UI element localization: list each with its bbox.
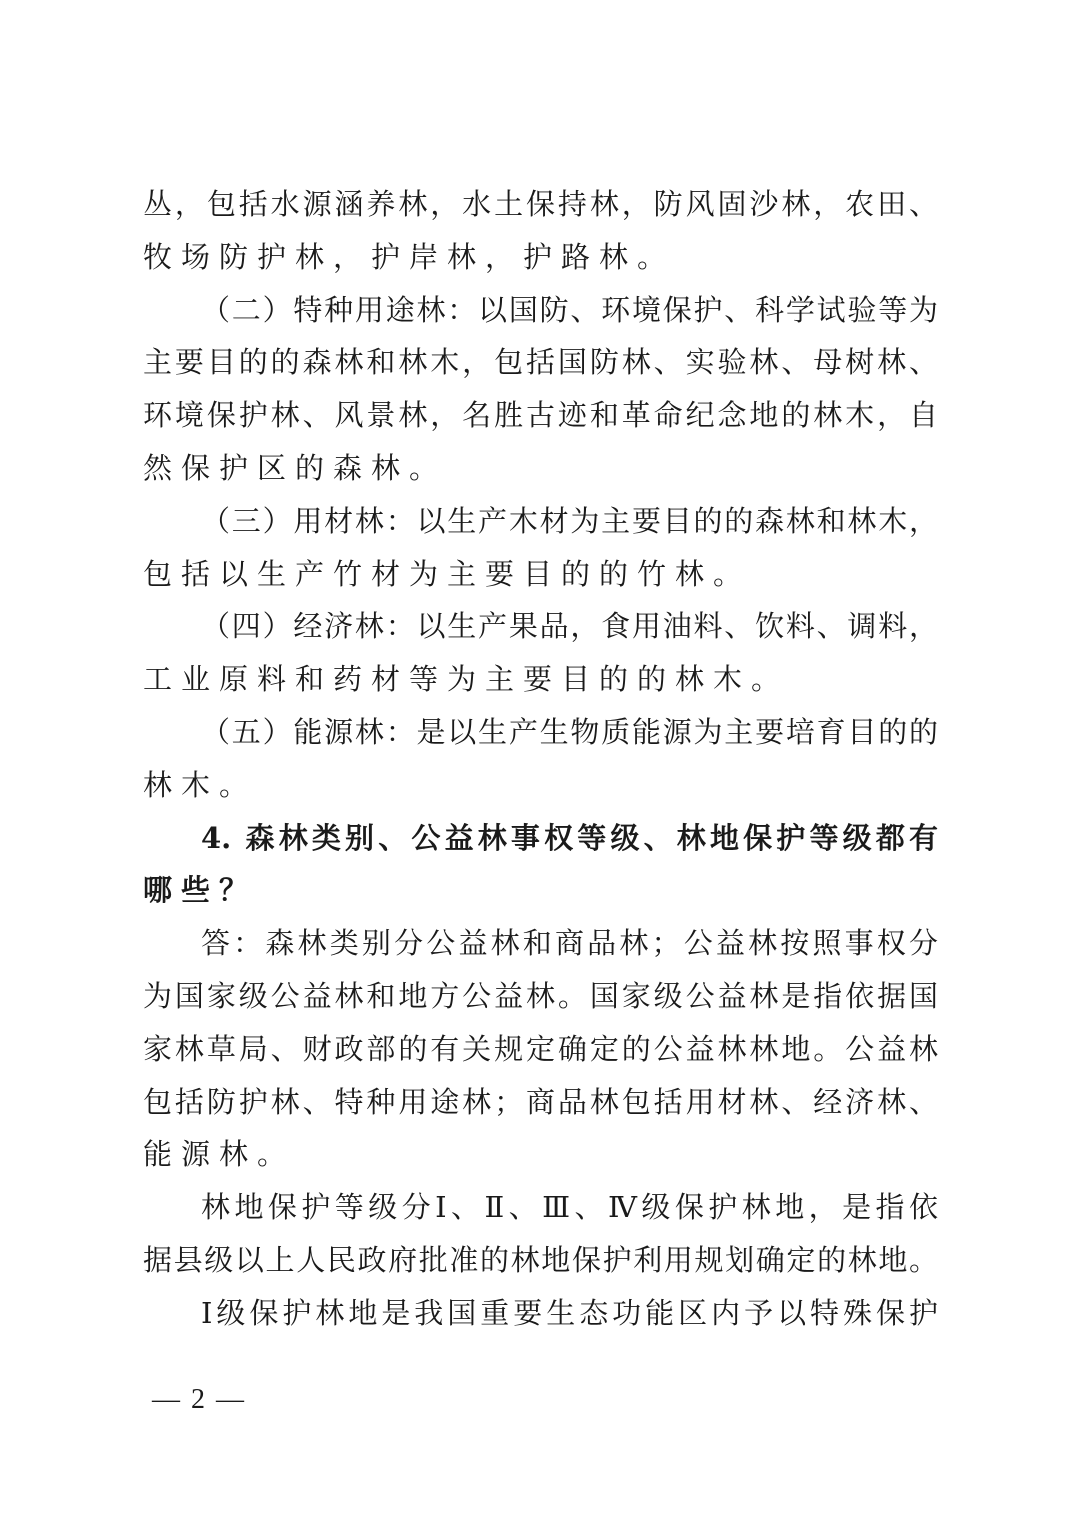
text-line: 工业原料和药材等为主要目的的林木。 [143, 662, 790, 697]
text-line: 然保护区的森林。 [143, 450, 448, 485]
text-line: （三）用材林：以生产木材为主要目的的森林和林木， [201, 503, 938, 538]
text-line: （五）能源林：是以生产生物质能源为主要培育目的的 [201, 714, 938, 749]
text-line: 据县级以上人民政府批准的林地保护利用规划确定的林地。 [143, 1242, 938, 1277]
text-line: 家林草局、财政部的有关规定确定的公益林林地。公益林 [143, 1031, 938, 1066]
text-line: 主要目的的森林和林木，包括国防林、实验林、母树林、 [143, 345, 938, 380]
section-heading: 4. 森林类别、公益林事权等级、林地保护等级都有 [201, 820, 938, 855]
text-line: 能源林。 [143, 1137, 296, 1172]
text-line: 包括以生产竹材为主要目的的竹林。 [143, 556, 752, 591]
text-line: 包括防护林、特种用途林；商品林包括用材林、经济林、 [143, 1084, 938, 1119]
section-heading: 哪些？ [143, 873, 258, 908]
text-line: （二）特种用途林：以国防、环境保护、科学试验等为 [201, 292, 938, 327]
text-line: （四）经济林：以生产果品，食用油料、饮料、调料， [201, 609, 938, 644]
text-line: Ⅰ级保护林地是我国重要生态功能区内予以特殊保护 [201, 1295, 938, 1330]
text-line: 为国家级公益林和地方公益林。国家级公益林是指依据国 [143, 978, 938, 1013]
text-line: 环境保护林、风景林，名胜古迹和革命纪念地的林木，自 [143, 398, 938, 433]
text-line: 答：森林类别分公益林和商品林；公益林按照事权分 [201, 926, 938, 961]
page-number: — 2 — [152, 1384, 246, 1415]
text-line: 林木。 [143, 767, 258, 802]
text-line: 丛，包括水源涵养林，水土保持林，防风固沙林，农田、 [143, 187, 938, 221]
body-text [143, 178, 938, 1340]
text-line: 林地保护等级分Ⅰ、Ⅱ、Ⅲ、Ⅳ级保护林地，是指依 [201, 1190, 938, 1225]
text-line: 牧场防护林，护岸林，护路林。 [143, 239, 676, 274]
